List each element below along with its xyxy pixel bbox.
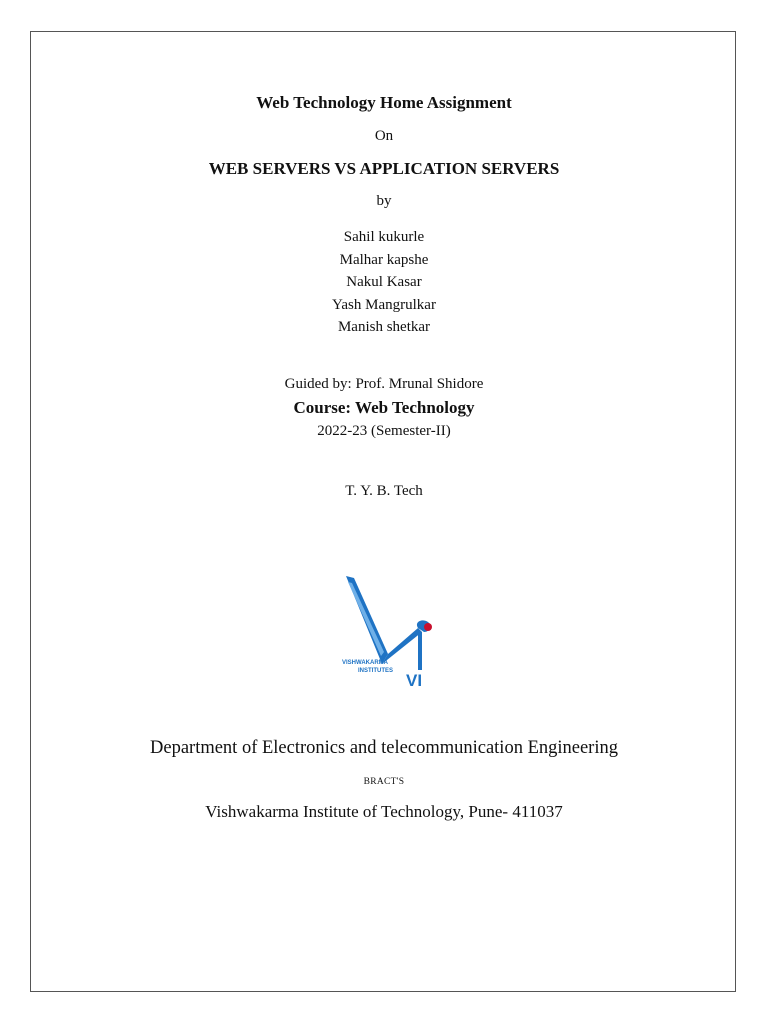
institute-line: Vishwakarma Institute of Technology, Pune- 411037 — [205, 802, 563, 821]
class-line: T. Y. B. Tech — [345, 483, 423, 499]
session-line: 2022-23 (Semester-II) — [317, 423, 451, 439]
author-name: Yash Mangrulkar — [332, 296, 436, 313]
logo-i-stroke — [418, 632, 422, 670]
logo-text-top: VISHWAKARMA — [342, 660, 388, 666]
by-label: by — [376, 193, 392, 209]
assignment-subject: WEB SERVERS VS APPLICATION SERVERS — [208, 159, 560, 178]
bract-line: BRACT'S — [363, 777, 405, 787]
author-name: Nakul Kasar — [346, 274, 422, 290]
guide-line: Guided by: Prof. Mrunal Shidore — [284, 376, 484, 392]
logo-monogram: VI — [406, 671, 423, 690]
logo-v-left-highlight — [348, 582, 384, 656]
author-name: Sahil kukurle — [343, 229, 425, 245]
logo-red-dot — [424, 623, 432, 631]
vit-logo-icon — [334, 572, 444, 692]
department-line: Department of Electronics and telecommunication Engineering — [150, 738, 618, 758]
logo-v-right-stroke — [382, 628, 422, 664]
on-label: On — [374, 128, 394, 144]
logo-text-bottom: INSTITUTES — [358, 668, 394, 674]
course-line: Course: Web Technology — [293, 398, 475, 417]
author-list — [0, 226, 768, 339]
author-name: Manish shetkar — [337, 319, 431, 335]
assignment-title: Web Technology Home Assignment — [256, 93, 512, 112]
author-name: Malhar kapshe — [339, 251, 429, 268]
